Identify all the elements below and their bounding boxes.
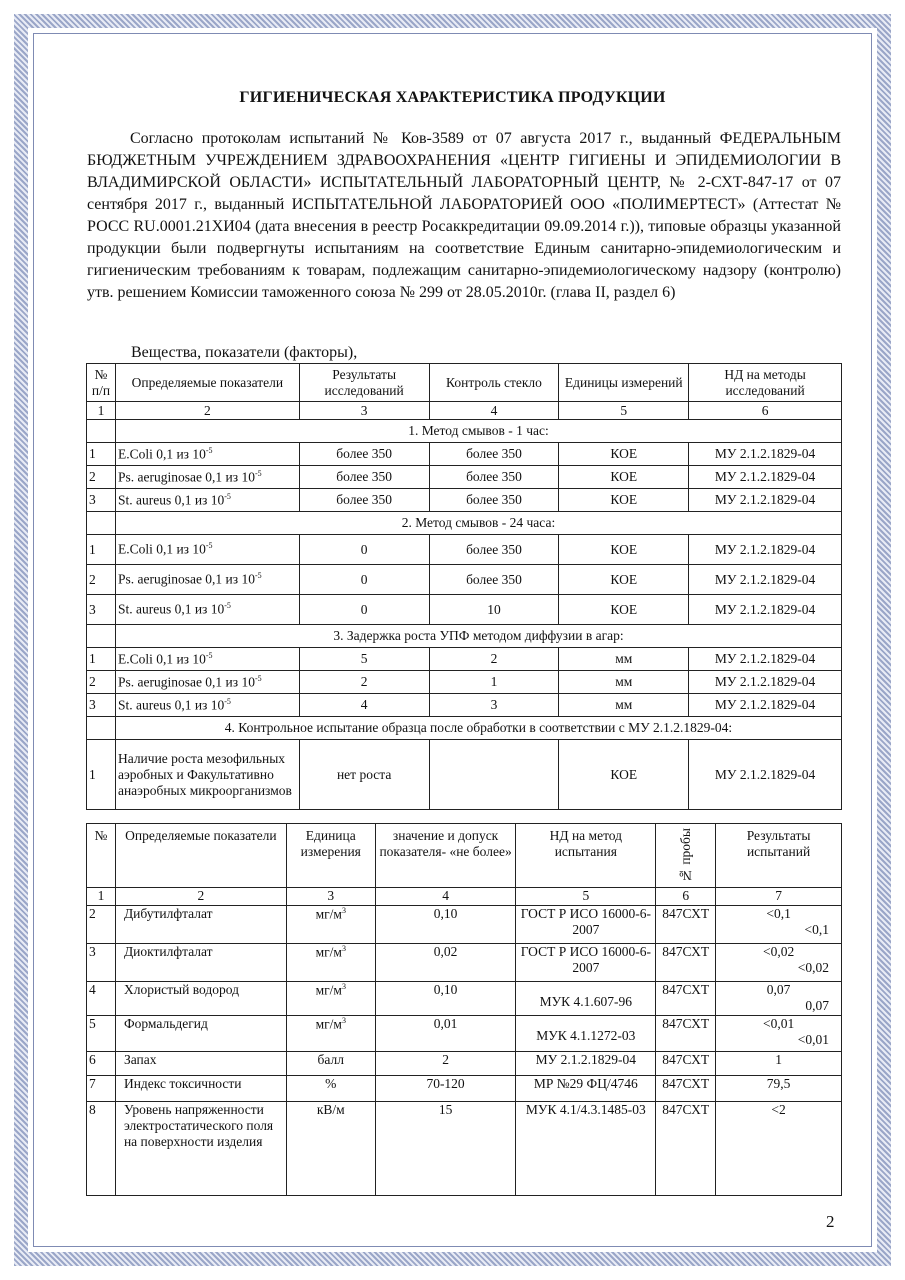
- indicator-name: Уровень напряженности электростатического поля на поверхности изделия: [115, 1102, 286, 1196]
- method-value: МУ 2.1.2.1829-04: [689, 466, 842, 489]
- result-value: 0: [299, 535, 429, 565]
- table-row: [87, 671, 842, 694]
- probe-number: 847СХТ: [656, 1076, 716, 1102]
- limit-value: 0,02: [375, 944, 516, 982]
- row-number: 3: [87, 944, 116, 982]
- column-header: № п/п: [87, 364, 116, 402]
- result-value-repeat: <0,02: [797, 960, 829, 976]
- probe-number: 847СХТ: [656, 1016, 716, 1052]
- section-spacer: [87, 717, 116, 740]
- indicator-name: [115, 671, 299, 694]
- indicator-name: [115, 466, 299, 489]
- unit-value: мм: [559, 648, 689, 671]
- indicator-exponent: -5: [205, 650, 213, 660]
- method-value: ГОСТ Р ИСО 16000-6-2007: [516, 944, 656, 982]
- method-value: МУ 2.1.2.1829-04: [689, 443, 842, 466]
- column-header: значение и допуск показателя- «не более»: [375, 824, 516, 888]
- column-number: 4: [429, 402, 559, 420]
- indicator-name: [115, 535, 299, 565]
- unit-exponent: 3: [341, 1016, 346, 1026]
- result-cell: [716, 1102, 842, 1196]
- row-number: 3: [87, 595, 116, 625]
- section-spacer: [87, 625, 116, 648]
- control-value: 2: [429, 648, 559, 671]
- row-number: 3: [87, 489, 116, 512]
- method-value: МУК 4.1.1272-03: [516, 1016, 656, 1052]
- control-value: более 350: [429, 443, 559, 466]
- indicator-exponent: -5: [255, 673, 262, 683]
- indicator-name-text: Ps. aeruginosae 0,1 из 10: [117, 469, 255, 485]
- indicator-exponent: -5: [205, 541, 213, 551]
- row-number: 6: [87, 1052, 116, 1076]
- document-title: ГИГИЕНИЧЕСКАЯ ХАРАКТЕРИСТИКА ПРОДУКЦИИ: [239, 89, 666, 106]
- limit-value: 0,01: [375, 1016, 516, 1052]
- method-value: МУ 2.1.2.1829-04: [689, 648, 842, 671]
- unit-cell: [286, 1102, 375, 1196]
- result-cell: [716, 906, 842, 944]
- column-header: [656, 824, 716, 888]
- column-header: НД на методы исследований: [689, 364, 842, 402]
- row-number: 3: [87, 694, 116, 717]
- table-row: [87, 1052, 842, 1076]
- row-number: 2: [87, 671, 116, 694]
- unit-cell: [286, 1052, 375, 1076]
- probe-number: 847СХТ: [656, 982, 716, 1016]
- probe-number: 847СХТ: [656, 906, 716, 944]
- limit-value: 70-120: [375, 1076, 516, 1102]
- unit-value: КОЕ: [559, 535, 689, 565]
- indicator-name: [115, 648, 299, 671]
- column-number: 6: [656, 888, 716, 906]
- indicator-name: Индекс токсичности: [115, 1076, 286, 1102]
- table-row: [87, 565, 842, 595]
- column-number-row: [87, 402, 842, 420]
- column-number: 4: [375, 888, 516, 906]
- unit-value: КОЕ: [559, 466, 689, 489]
- table-row: [87, 1016, 842, 1052]
- indicator-exponent: -5: [224, 491, 231, 501]
- indicator-name-text: E.Coli 0,1 из 10: [117, 446, 206, 462]
- table-row: [87, 648, 842, 671]
- unit-text: мг/м: [315, 944, 342, 960]
- column-number: 3: [286, 888, 375, 906]
- column-number: 3: [299, 402, 429, 420]
- column-header: НД на метод испытания: [516, 824, 656, 888]
- indicator-name-text: Наличие роста мезофильных аэробных и Факультативно анаэробных микроорганизмов: [117, 750, 292, 798]
- control-value: 1: [429, 671, 559, 694]
- unit-exponent: 3: [341, 944, 346, 954]
- indicator-name: Запах: [115, 1052, 286, 1076]
- section-row: [87, 625, 842, 648]
- unit-text: мг/м: [315, 982, 342, 998]
- probe-number: 847СХТ: [656, 944, 716, 982]
- result-cell: [716, 1016, 842, 1052]
- table-row: [87, 443, 842, 466]
- result-value: нет роста: [299, 740, 429, 810]
- microbiology-table: [86, 363, 842, 810]
- result-cell: [716, 1052, 842, 1076]
- result-value: <0,02: [762, 944, 795, 960]
- unit-value: КОЕ: [559, 740, 689, 810]
- table-row: [87, 466, 842, 489]
- column-number: 5: [559, 402, 689, 420]
- column-header: Результаты испытаний: [716, 824, 842, 888]
- limit-value: 15: [375, 1102, 516, 1196]
- indicator-exponent: -5: [224, 601, 231, 611]
- control-value: более 350: [429, 489, 559, 512]
- result-value: более 350: [299, 489, 429, 512]
- indicator-name-text: St. aureus 0,1 из 10: [117, 492, 225, 508]
- section-spacer: [87, 512, 116, 535]
- column-header: №: [87, 824, 116, 888]
- section-row: [87, 512, 842, 535]
- indicator-name: Хлористый водород: [115, 982, 286, 1016]
- indicator-name: [115, 489, 299, 512]
- unit-text: кВ/м: [316, 1102, 345, 1118]
- row-number: 8: [87, 1102, 116, 1196]
- column-header: Определяемые показатели: [115, 824, 286, 888]
- indicator-exponent: -5: [255, 468, 262, 478]
- row-number: 1: [87, 443, 116, 466]
- result-value: 4: [299, 694, 429, 717]
- row-number: 1: [87, 740, 116, 810]
- limit-value: 0,10: [375, 982, 516, 1016]
- unit-value: КОЕ: [559, 443, 689, 466]
- table-row: [87, 694, 842, 717]
- row-number: 4: [87, 982, 116, 1016]
- table-row: [87, 944, 842, 982]
- unit-value: мм: [559, 694, 689, 717]
- indicator-name: [115, 565, 299, 595]
- row-number: 1: [87, 535, 116, 565]
- result-cell: [716, 944, 842, 982]
- indicator-exponent: -5: [205, 445, 213, 455]
- result-value: <2: [771, 1102, 786, 1118]
- section-title: 3. Задержка роста УПФ методом диффузии в агар:: [115, 625, 841, 648]
- limit-value: 2: [375, 1052, 516, 1076]
- indicator-name-text: E.Coli 0,1 из 10: [117, 651, 206, 667]
- result-cell: [716, 1076, 842, 1102]
- result-value-repeat: 0,07: [805, 998, 829, 1014]
- result-value: <0,1: [766, 906, 791, 922]
- substances-subheading: Вещества, показатели (факторы),: [131, 344, 358, 361]
- result-value-repeat: <0,01: [797, 1032, 829, 1048]
- column-number: 1: [87, 402, 116, 420]
- intro-text: Согласно протоколам испытаний № Ков-3589 от 07 августа 2017 г., выданный ФЕДЕРАЛЬНЫМ БЮДЖЕТНЫМ УЧРЕЖДЕНИЕМ ЗДРАВООХРАНЕНИЯ «ЦЕНТР ГИГИЕНЫ И ЭПИДЕМИОЛОГИИ В ВЛАДИМИРСКОЙ ОБЛАСТИ» ИСПЫТАТЕЛЬНЫЙ ЛАБОРАТОРНЫЙ ЦЕНТР, № 2-СХТ-847-17 от 07 сентября 2017 г., выданный ИСПЫТАТЕЛЬНОЙ ЛАБОРАТОРИЕЙ ООО «ПОЛИМЕРТЕСТ» (Аттестат № РОСС RU.0001.21ХИ04 (дата внесения в реестр Росаккредитации 09.09.2014 г.)), типовые образцы указанной продукции были подвергнуты испытаниям на соответствие Единым санитарно-эпидемиологическим и гигиеническим требованиям к товарам, подлежащим санитарно-эпидемиологическому надзору (контролю) утв. решением Комиссии таможенного союза № 299 от 28.05.2010г. (глава II, раздел 6): [87, 130, 841, 301]
- table-row: [87, 982, 842, 1016]
- result-cell: [716, 982, 842, 1016]
- column-header: Контроль стекло: [429, 364, 559, 402]
- unit-cell: [286, 982, 375, 1016]
- page-number: 2: [826, 1212, 835, 1231]
- table-header-row: [87, 364, 842, 402]
- row-number: 1: [87, 648, 116, 671]
- unit-exponent: 3: [341, 982, 346, 992]
- indicator-name-text: St. aureus 0,1 из 10: [117, 601, 225, 617]
- column-header: Единица измерения: [286, 824, 375, 888]
- method-value: МУ 2.1.2.1829-04: [689, 740, 842, 810]
- column-header-rotated: № пробы: [677, 828, 693, 884]
- unit-cell: [286, 944, 375, 982]
- table-header-row: [87, 824, 842, 888]
- column-number: 1: [87, 888, 116, 906]
- indicator-name: [115, 740, 299, 810]
- unit-value: КОЕ: [559, 489, 689, 512]
- section-spacer: [87, 420, 116, 443]
- limit-value: 0,10: [375, 906, 516, 944]
- chemistry-table: [86, 823, 842, 1196]
- table-row: [87, 1076, 842, 1102]
- result-value: 0: [299, 565, 429, 595]
- table-row: [87, 740, 842, 810]
- unit-value: КОЕ: [559, 595, 689, 625]
- method-value: МУ 2.1.2.1829-04: [689, 671, 842, 694]
- column-number: 6: [689, 402, 842, 420]
- method-value: МУК 4.1/4.3.1485-03: [516, 1102, 656, 1196]
- result-value: 79,5: [766, 1076, 791, 1092]
- column-number-row: [87, 888, 842, 906]
- result-value: более 350: [299, 466, 429, 489]
- table-row: [87, 535, 842, 565]
- result-value: 0,07: [766, 982, 791, 998]
- result-value: <0,01: [762, 1016, 795, 1032]
- table-row: [87, 595, 842, 625]
- indicator-name-text: Ps. aeruginosae 0,1 из 10: [117, 674, 255, 690]
- probe-number: 847СХТ: [656, 1102, 716, 1196]
- result-value: 5: [299, 648, 429, 671]
- indicator-name: [115, 694, 299, 717]
- method-value: МУ 2.1.2.1829-04: [689, 565, 842, 595]
- section-title: 4. Контрольное испытание образца после обработки в соответствии с МУ 2.1.2.1829-04:: [115, 717, 841, 740]
- section-title: 1. Метод смывов - 1 час:: [115, 420, 841, 443]
- result-value: 1: [775, 1052, 782, 1068]
- column-header: Единицы измерений: [559, 364, 689, 402]
- column-header: Результаты исследований: [299, 364, 429, 402]
- method-value: ГОСТ Р ИСО 16000-6-2007: [516, 906, 656, 944]
- row-number: 2: [87, 565, 116, 595]
- unit-text: %: [325, 1076, 337, 1092]
- unit-exponent: 3: [341, 906, 346, 916]
- row-number: 7: [87, 1076, 116, 1102]
- indicator-name: [115, 595, 299, 625]
- method-value: МУ 2.1.2.1829-04: [689, 535, 842, 565]
- column-number: 7: [716, 888, 842, 906]
- method-value: МУ 2.1.2.1829-04: [689, 489, 842, 512]
- row-number: 2: [87, 466, 116, 489]
- table-row: [87, 489, 842, 512]
- indicator-name: Диоктилфталат: [115, 944, 286, 982]
- method-value: МР №29 ФЦ/4746: [516, 1076, 656, 1102]
- probe-number: 847СХТ: [656, 1052, 716, 1076]
- control-value: 10: [429, 595, 559, 625]
- unit-text: мг/м: [315, 1016, 342, 1032]
- result-value-repeat: <0,1: [804, 922, 829, 938]
- unit-text: балл: [317, 1052, 344, 1068]
- table-row: [87, 1102, 842, 1196]
- control-value: 3: [429, 694, 559, 717]
- indicator-exponent: -5: [224, 696, 231, 706]
- indicator-name-text: St. aureus 0,1 из 10: [117, 697, 225, 713]
- unit-value: КОЕ: [559, 565, 689, 595]
- indicator-name: Дибутилфталат: [115, 906, 286, 944]
- indicator-name-text: Ps. aeruginosae 0,1 из 10: [117, 571, 255, 587]
- column-number: 2: [115, 888, 286, 906]
- unit-cell: [286, 1076, 375, 1102]
- column-number: 2: [115, 402, 299, 420]
- result-value: более 350: [299, 443, 429, 466]
- row-number: 2: [87, 906, 116, 944]
- indicator-name: [115, 443, 299, 466]
- indicator-name: Формальдегид: [115, 1016, 286, 1052]
- control-value: более 350: [429, 565, 559, 595]
- intro-paragraph: [87, 128, 841, 304]
- section-row: [87, 420, 842, 443]
- method-value: МУ 2.1.2.1829-04: [689, 694, 842, 717]
- result-value: 2: [299, 671, 429, 694]
- indicator-exponent: -5: [255, 571, 262, 581]
- section-row: [87, 717, 842, 740]
- unit-text: мг/м: [315, 906, 342, 922]
- unit-cell: [286, 1016, 375, 1052]
- method-value: МУ 2.1.2.1829-04: [516, 1052, 656, 1076]
- method-value: МУК 4.1.607-96: [516, 982, 656, 1016]
- control-value: [429, 740, 559, 810]
- column-number: 5: [516, 888, 656, 906]
- section-title: 2. Метод смывов - 24 часа:: [115, 512, 841, 535]
- indicator-name-text: E.Coli 0,1 из 10: [117, 541, 206, 557]
- column-header: Определяемые показатели: [115, 364, 299, 402]
- method-value: МУ 2.1.2.1829-04: [689, 595, 842, 625]
- control-value: более 350: [429, 535, 559, 565]
- control-value: более 350: [429, 466, 559, 489]
- row-number: 5: [87, 1016, 116, 1052]
- unit-cell: [286, 906, 375, 944]
- result-value: 0: [299, 595, 429, 625]
- table-row: [87, 906, 842, 944]
- unit-value: мм: [559, 671, 689, 694]
